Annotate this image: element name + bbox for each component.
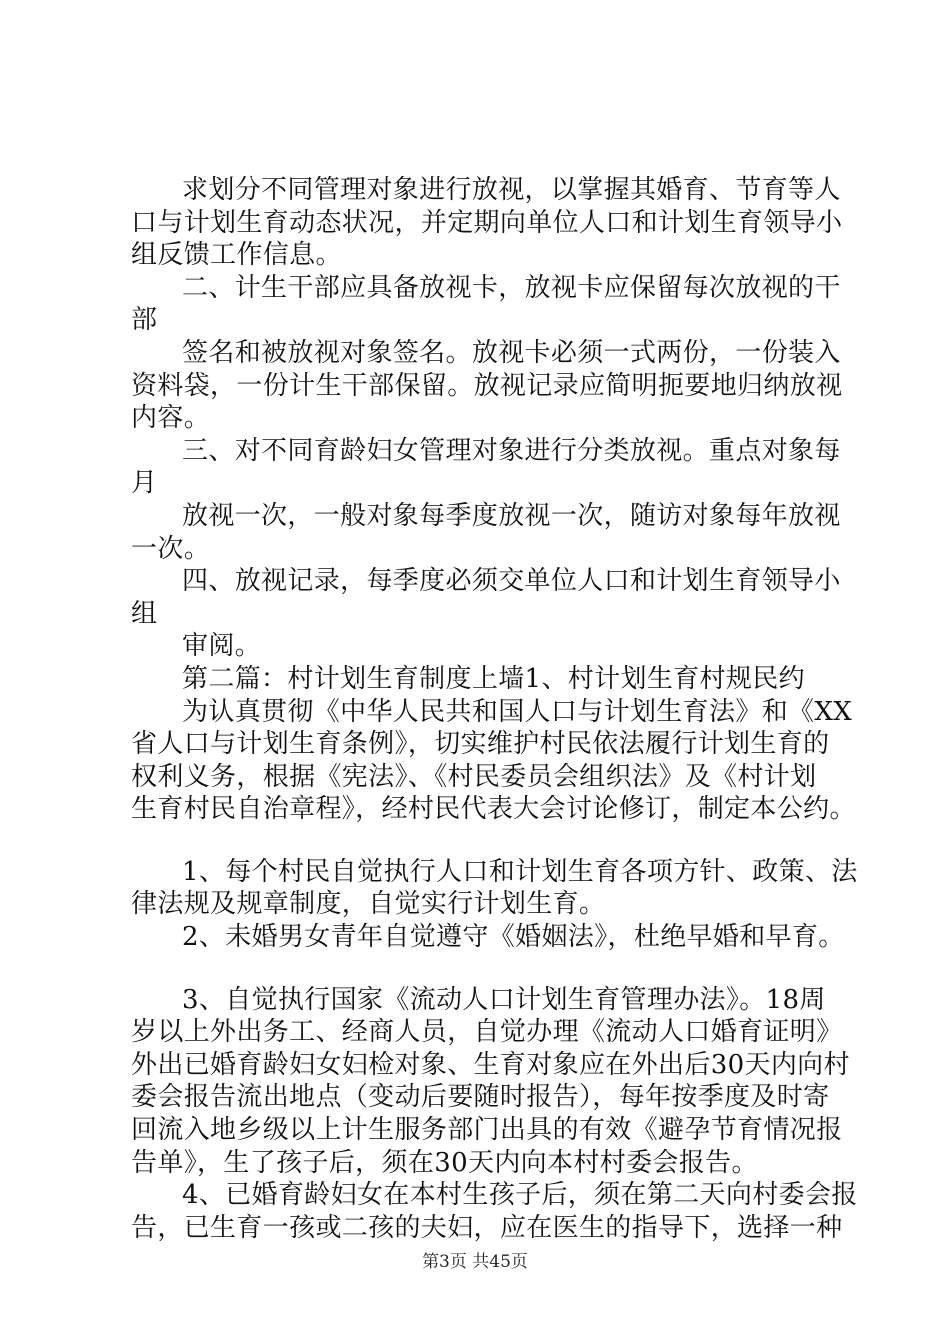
text-line: 口与计划生育动态状况，并定期向单位人口和计划生育领导小 xyxy=(131,207,843,238)
text-line: 签名和被放视对象签名。放视卡必须一式两份，一份装入 xyxy=(182,337,841,368)
text-line: 告单》，生了孩子后，须在30天内向本村村委会报告。 xyxy=(131,1147,758,1178)
text-line: 三、对不同育龄妇女管理对象进行分类放视。重点对象每 xyxy=(182,435,841,466)
text-line: 委会报告流出地点（变动后要随时报告），每年按季度及时寄 xyxy=(131,1082,830,1113)
text-line: 内容。 xyxy=(131,403,211,434)
text-line: 3、自觉执行国家《流动人口计划生育管理办法》。18周 xyxy=(182,984,826,1015)
text-line: 1、每个村民自觉执行人口和计划生育各项方针、政策、法 xyxy=(182,856,858,887)
text-line: 省人口与计划生育条例》，切实维护村民依法履行计划生育的 xyxy=(131,729,830,760)
text-line: 部 xyxy=(131,305,158,336)
text-line: 为认真贯彻《中华人民共和国人口与计划生育法》和《XX xyxy=(182,696,853,727)
paragraph-gap xyxy=(131,954,831,984)
text-line: 资料袋，一份计生干部保留。放视记录应简明扼要地归纳放视 xyxy=(131,370,843,401)
text-line: 四、放视记录，每季度必须交单位人口和计划生育领导小 xyxy=(182,566,841,597)
text-line: 审阅。 xyxy=(182,631,262,662)
text-line: 月 xyxy=(131,468,158,499)
document-body xyxy=(131,174,858,1244)
text-line: 组 xyxy=(131,598,158,629)
text-line: 一次。 xyxy=(131,533,211,564)
text-line: 4、已婚育龄妇女在本村生孩子后，须在第二天向村委会报 xyxy=(182,1180,858,1211)
text-line: 律法规及规章制度，自觉实行计划生育。 xyxy=(131,889,606,920)
text-line: 外出已婚育龄妇女妇检对象、生育对象应在外出后30天内向村 xyxy=(131,1049,850,1080)
text-line: 放视一次，一般对象每季度放视一次，随访对象每年放视 xyxy=(182,500,841,531)
section-heading: 第二篇：村计划生育制度上墙1、村计划生育村规民约 xyxy=(182,663,805,694)
page-number-footer: 第3页 共45页 xyxy=(422,1252,528,1272)
text-line: 权利义务，根据《宪法》、《村民委员会组织法》及《村计划 xyxy=(131,761,817,792)
text-line: 二、计生干部应具备放视卡，放视卡应保留每次放视的干 xyxy=(182,272,841,303)
text-line: 告，已生育一孩或二孩的夫妇，应在医生的指导下，选择一种 xyxy=(131,1212,843,1243)
text-line: 岁以上外出务工、经商人员，自觉办理《流动人口婚育证明》 xyxy=(131,1017,843,1048)
text-line: 2、未婚男女青年自觉遵守《婚姻法》，杜绝早婚和早育。 xyxy=(182,922,845,953)
text-line: 回流入地乡级以上计生服务部门出具的有效《避孕节育情况报 xyxy=(131,1115,843,1146)
paragraph-gap xyxy=(131,826,831,856)
text-line: 求划分不同管理对象进行放视，以掌握其婚育、节育等人 xyxy=(182,175,841,205)
text-line: 组反馈工作信息。 xyxy=(131,240,342,271)
text-line: 生育村民自治章程》，经村民代表大会讨论修订，制定本公约。 xyxy=(131,794,856,825)
